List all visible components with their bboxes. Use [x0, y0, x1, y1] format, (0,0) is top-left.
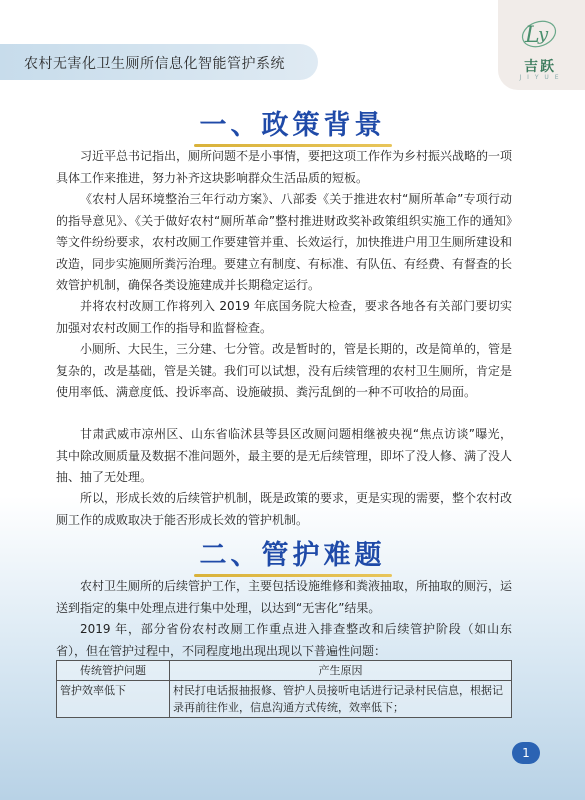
- paragraph: 所以，形成长效的后续管护机制，既是政策的要求，更是实现的需要，整个农村改厕工作的成败取决于能否形成长效的管护机制。: [56, 491, 513, 527]
- svg-text:y: y: [538, 24, 549, 45]
- system-title: 农村无害化卫生厕所信息化智能管护系统: [24, 56, 285, 72]
- jiyue-logo-icon: [516, 14, 562, 58]
- paragraph: 农村卫生厕所的后续管护工作，主要包括设施维修和粪液抽取，所抽取的厕污，运送到指定的集中处理点进行集中处理，以达到“无害化”结果。: [56, 579, 513, 615]
- issues-table: [56, 660, 512, 718]
- paragraph: 习近平总书记指出，厕所问题不是小事情，要把这项工作作为乡村振兴战略的一项具体工作来推进，努力补齐这块影响群众生活品质的短板。: [56, 149, 513, 185]
- table-row: [57, 681, 512, 718]
- paragraph: 并将农村改厕工作将列入 2019 年底国务院大检查，要求各地各有关部门要切实加强对农村改厕工作的指导和监督检查。: [56, 299, 512, 335]
- paragraph: 小厕所、大民生，三分建、七分管。改是暂时的，管是长期的，改是简单的，管是复杂的，改是基础，管是关键。我们可以试想，没有后续管理的农村卫生厕所，肯定是使用率低、满意度低、投诉率高、设施破损、粪污乱倒的一种不可收拾的局面。: [56, 342, 513, 399]
- table-header-cell: 传统管护问题: [57, 661, 170, 681]
- section-heading-text: 一、政策背景: [194, 103, 392, 142]
- logo-text: 吉跃: [524, 59, 556, 75]
- section-heading-text: 二、管护难题: [194, 533, 392, 572]
- section-heading-policy: [0, 103, 585, 142]
- table-cell: 管护效率低下: [57, 681, 170, 718]
- table-cell: 村民打电话报抽报修、管护人员接听电话进行记录村民信息，根据记录再前往作业，信息沟通方式传统，效率低下；: [170, 681, 512, 718]
- paragraph: 2019 年，部分省份农村改厕工作重点进入排查整改和后续管护阶段（如山东省），但在管护过程中，不同程度地出现出现以下普遍性问题：: [56, 622, 512, 658]
- logo-subtext: J I Y U E: [519, 74, 561, 81]
- page-number: 1: [512, 742, 540, 764]
- paragraph: 《农村人居环境整治三年行动方案》、八部委《关于推进农村“厕所革命”专项行动的指导意见》、《关于做好农村“厕所革命”整村推进财政奖补政策组织实施工作的通知》等文件纷纷要求，农村改厕工作要建管并重、长效运行，加快推进户用卫生厕所建设和改造，同步实施厕所粪污治理。要建立有制度、有标准、有队伍、有经费、有督查的长效管护机制，确保各类设施建成并长期稳定运行。: [56, 192, 513, 292]
- paragraph: 甘肃武威市凉州区、山东省临沭县等县区改厕问题相继被央视“焦点访谈”曝光，其中除改厕质量及数据不准问题外，最主要的是无后续管理，即坏了没人修、满了没人抽、抽了无处理。: [56, 427, 513, 484]
- svg-text:L: L: [525, 23, 540, 48]
- table-header-cell: 产生原因: [170, 661, 512, 681]
- table-header-row: [57, 661, 512, 681]
- section-heading-maintenance: [0, 533, 585, 572]
